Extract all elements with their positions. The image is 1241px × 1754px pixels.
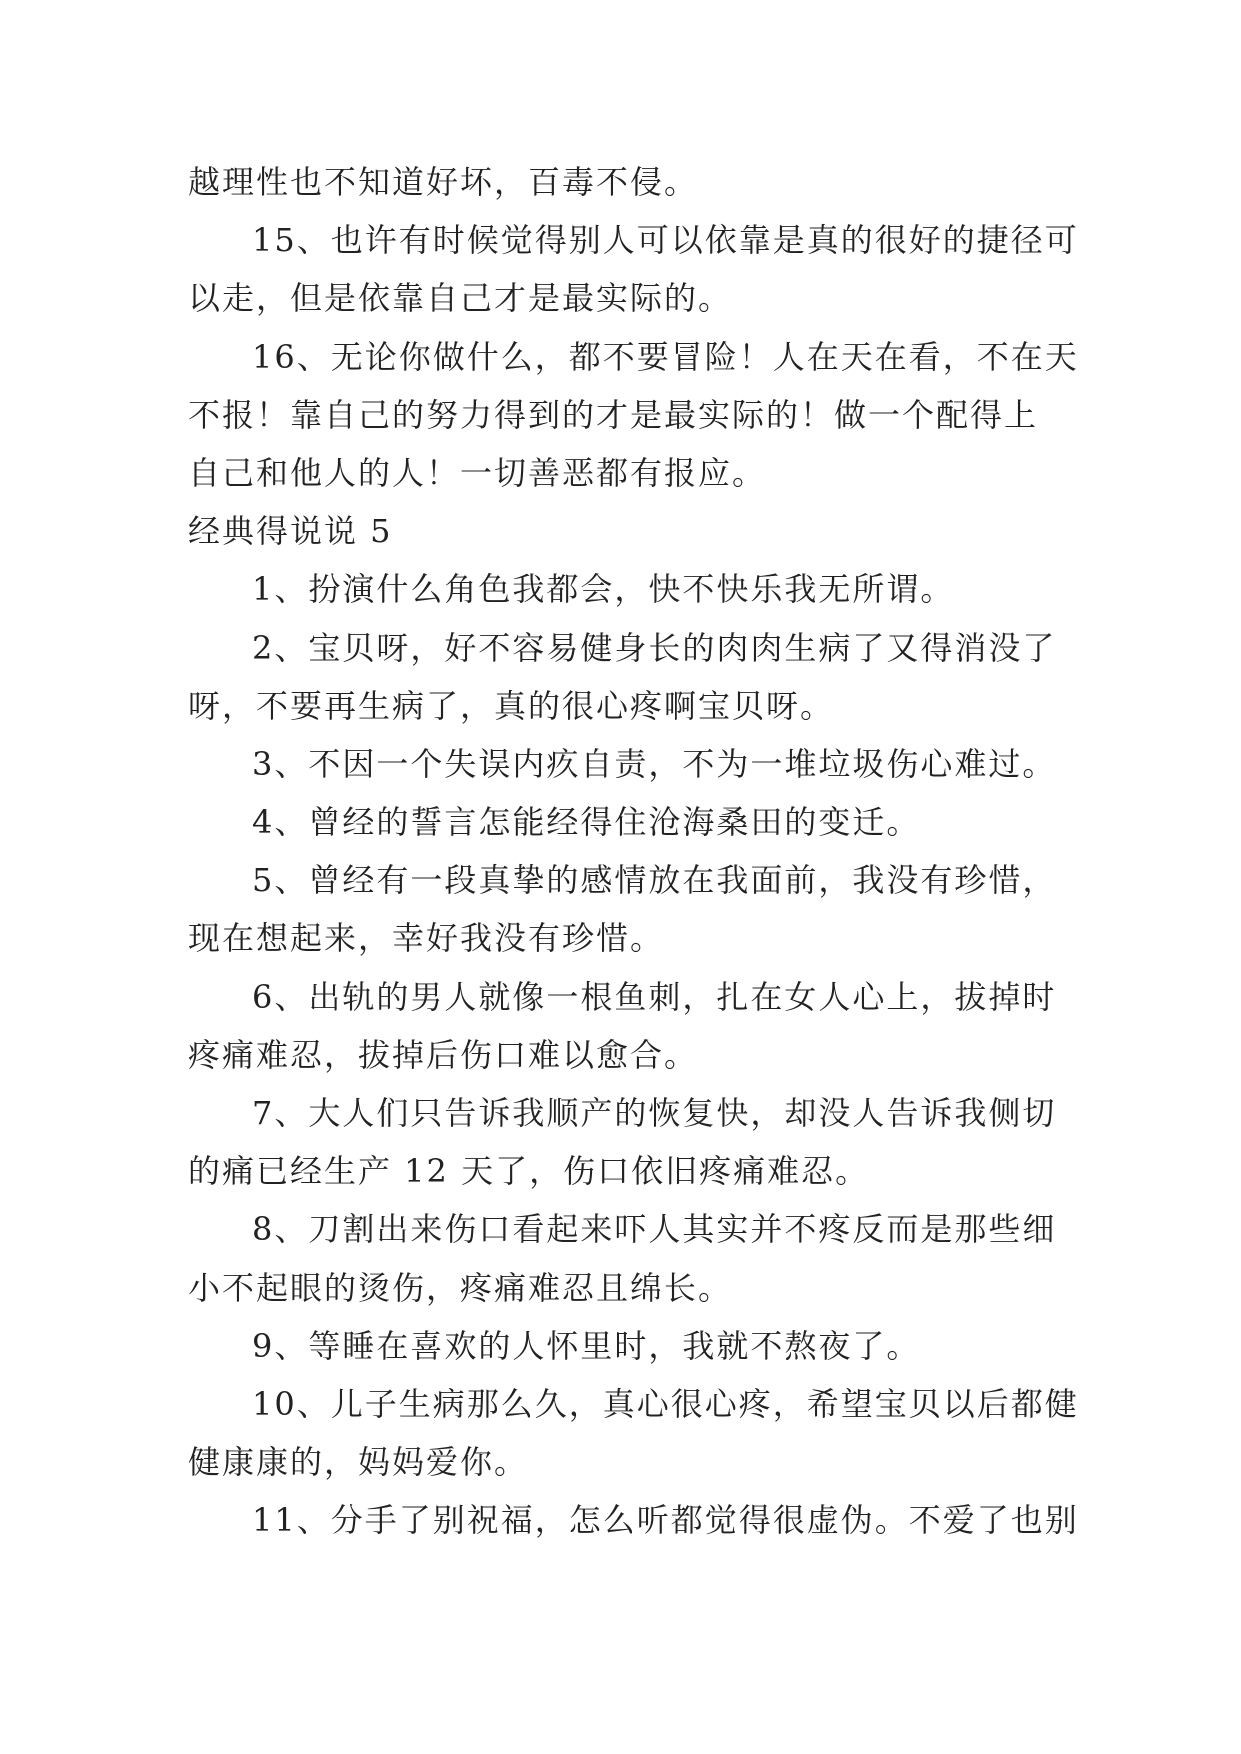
paragraph-line: 3、不因一个失误内疚自责，不为一堆垃圾伤心难过。 bbox=[252, 744, 1057, 783]
paragraph-line: 的痛已经生产 12 天了，伤口依旧疼痛难忍。 bbox=[188, 1152, 870, 1191]
paragraph-line: 6、出轨的男人就像一根鱼刺，扎在女人心上，拔掉时 bbox=[252, 977, 1057, 1016]
paragraph-line: 5、曾经有一段真挚的感情放在我面前，我没有珍惜， bbox=[252, 861, 1057, 900]
paragraph-line: 健康康的，妈妈爱你。 bbox=[188, 1443, 529, 1482]
paragraph-line: 不报！靠自己的努力得到的才是最实际的！做一个配得上 bbox=[188, 395, 1039, 434]
paragraph-line: 越理性也不知道好坏，百毒不侵。 bbox=[188, 163, 699, 201]
paragraph-line: 以走，但是依靠自己才是最实际的。 bbox=[188, 279, 733, 318]
section-heading: 经典得说说 5 bbox=[188, 512, 393, 551]
paragraph-line: 9、等睡在喜欢的人怀里时，我就不熬夜了。 bbox=[252, 1326, 921, 1365]
paragraph-line: 15、也许有时候觉得别人可以依靠是真的很好的捷径可 bbox=[252, 221, 1079, 260]
paragraph-line: 2、宝贝呀，好不容易健身长的肉肉生病了又得消没了 bbox=[252, 628, 1057, 667]
paragraph-line: 11、分手了别祝福，怎么听都觉得很虚伪。不爱了也别 bbox=[252, 1501, 1079, 1540]
paragraph-line: 8、刀割出来伤口看起来吓人其实并不疼反而是那些细 bbox=[252, 1210, 1057, 1249]
paragraph-line: 现在想起来，幸好我没有珍惜。 bbox=[188, 919, 665, 958]
paragraph-line: 16、无论你做什么，都不要冒险！人在天在看，不在天 bbox=[252, 337, 1079, 376]
paragraph-line: 自己和他人的人！一切善恶都有报应。 bbox=[188, 453, 767, 492]
paragraph-line: 疼痛难忍，拔掉后伤口难以愈合。 bbox=[188, 1035, 699, 1074]
paragraph-line: 10、儿子生病那么久，真心很心疼，希望宝贝以后都健 bbox=[252, 1384, 1079, 1423]
document-body bbox=[188, 153, 1079, 1550]
paragraph-line: 7、大人们只告诉我顺产的恢复快，却没人告诉我侧切 bbox=[252, 1094, 1057, 1132]
paragraph-line: 小不起眼的烫伤，疼痛难忍且绵长。 bbox=[188, 1268, 733, 1307]
paragraph-line: 4、曾经的誓言怎能经得住沧海桑田的变迁。 bbox=[252, 803, 921, 842]
paragraph-line: 1、扮演什么角色我都会，快不快乐我无所谓。 bbox=[252, 570, 955, 609]
paragraph-line: 呀，不要再生病了，真的很心疼啊宝贝呀。 bbox=[188, 686, 835, 725]
